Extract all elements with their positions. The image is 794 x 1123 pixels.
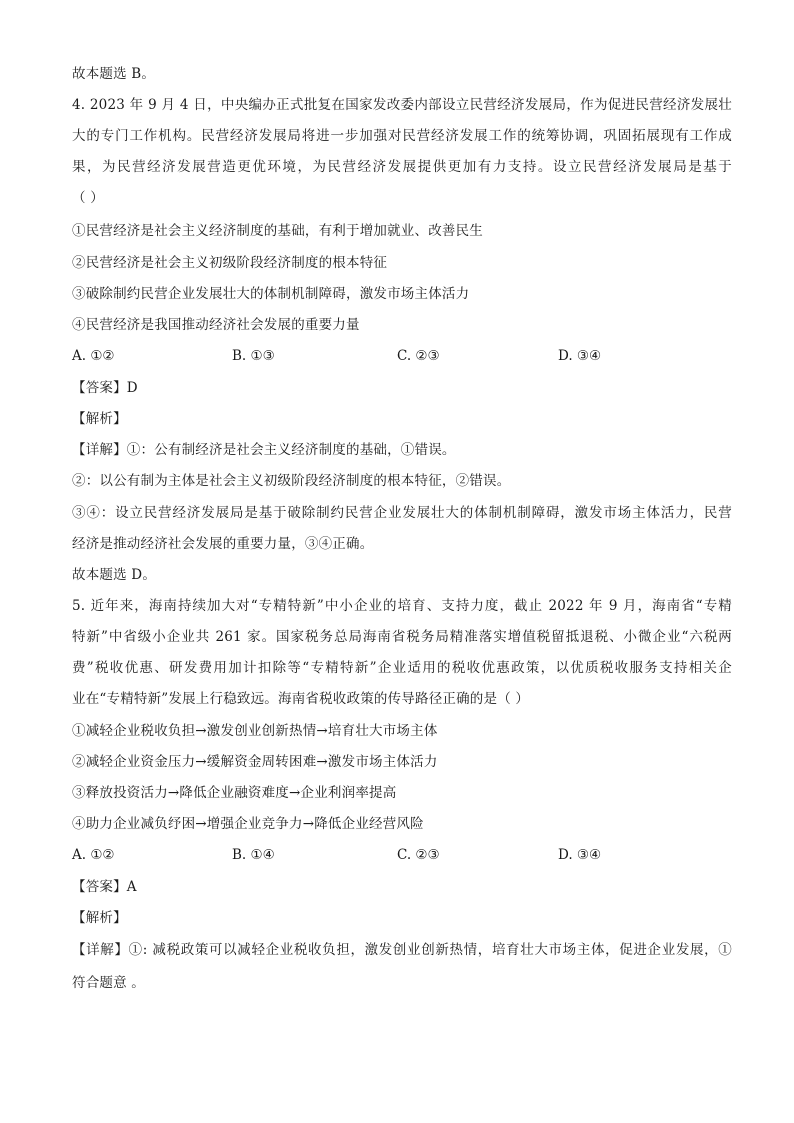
q5-stem-line-1: 5. 近年来，海南持续加大对“专精特新”中小企业的培育、支持力度，截止 2022 年 9 月，海南省“专精	[72, 598, 732, 614]
q4-answer-blank: （ ）	[72, 190, 104, 206]
q5-statement-3: ③释放投资活力→降低企业融资难度→企业利润率提高	[72, 785, 397, 801]
q4-option-d: D. ③④	[558, 348, 602, 364]
q5-detail-1: 【详解】①: 减税政策可以减轻企业税收负担，激发创业创新热情，培育壮大市场主体，促进企业发展，①	[72, 942, 732, 958]
q5-stem-line-4: 业在“专精特新”发展上行稳致远。海南省税收政策的传导路径正确的是（ ）	[72, 691, 530, 707]
q5-answer: 【答案】A	[72, 879, 137, 895]
q4-stem-line-2: 大的专门工作机构。民营经济发展局将进一步加强对民营经济发展工作的统筹协调，巩固拓展现有工作成	[72, 128, 732, 144]
q5-option-a: A. ①②	[72, 847, 115, 863]
q5-stem-line-2: 特新”中省级小企业共 261 家。国家税务总局海南省税务局精准落实增值税留抵退税、小微企业“六税两	[72, 629, 732, 645]
q5-option-d: D. ③④	[558, 847, 602, 863]
q4-statement-2: ②民营经济是社会主义初级阶段经济制度的根本特征	[72, 255, 388, 271]
q4-conclusion: 故本题选 D。	[72, 567, 157, 583]
q4-option-b: B. ①③	[232, 348, 275, 364]
q5-option-c: C. ②③	[397, 847, 440, 863]
q5-statement-2: ②减轻企业资金压力→缓解资金周转困难→激发市场主体活力	[72, 754, 438, 770]
q4-stem-line-3: 果，为民营经济发展营造更优环境，为民营经济发展提供更加有力支持。设立民营经济发展局是基于	[72, 159, 732, 175]
q4-answer: 【答案】D	[72, 380, 138, 396]
q4-detail-4: 经济是推动经济社会发展的重要力量，③④正确。	[72, 536, 374, 552]
q4-detail-2: ②：以公有制为主体是社会主义初级阶段经济制度的根本特征，②错误。	[72, 473, 511, 489]
q4-statement-1: ①民营经济是社会主义经济制度的基础，有利于增加就业、改善民生	[72, 223, 483, 239]
q5-option-b: B. ①④	[232, 847, 275, 863]
q5-options	[72, 845, 732, 865]
q4-options	[72, 346, 732, 366]
q4-option-c: C. ②③	[397, 348, 440, 364]
q4-statement-4: ④民营经济是我国推动经济社会发展的重要力量	[72, 317, 360, 333]
q4-detail-3: ③④：设立民营经济发展局是基于破除制约民营企业发展壮大的体制机制障碍，激发市场主体活力，民营	[72, 505, 732, 521]
q4-statement-3: ③破除制约民营企业发展壮大的体制机制障碍，激发市场主体活力	[72, 286, 470, 302]
previous-conclusion: 故本题选 B。	[72, 66, 156, 82]
q5-statement-1: ①减轻企业税收负担→激发创业创新热情→培育壮大市场主体	[72, 723, 438, 739]
q4-detail-1: 【详解】①：公有制经济是社会主义经济制度的基础，①错误。	[72, 442, 456, 458]
q5-stem-line-3: 费”税收优惠、研发费用加计扣除等“专精特新”企业适用的税收优惠政策，以优质税收服务支持相关企	[72, 660, 732, 676]
q4-option-a: A. ①②	[72, 348, 115, 364]
q4-analysis-label: 【解析】	[72, 411, 127, 427]
q4-stem-line-1: 4. 2023 年 9 月 4 日，中央编办正式批复在国家发改委内部设立民营经济发展局，作为促进民营经济发展壮	[72, 97, 732, 113]
q5-detail-2: 符合题意 。	[72, 975, 145, 991]
q5-statement-4: ④助力企业减负纾困→增强企业竞争力→降低企业经营风险	[72, 816, 424, 832]
q5-analysis-label: 【解析】	[72, 910, 127, 926]
